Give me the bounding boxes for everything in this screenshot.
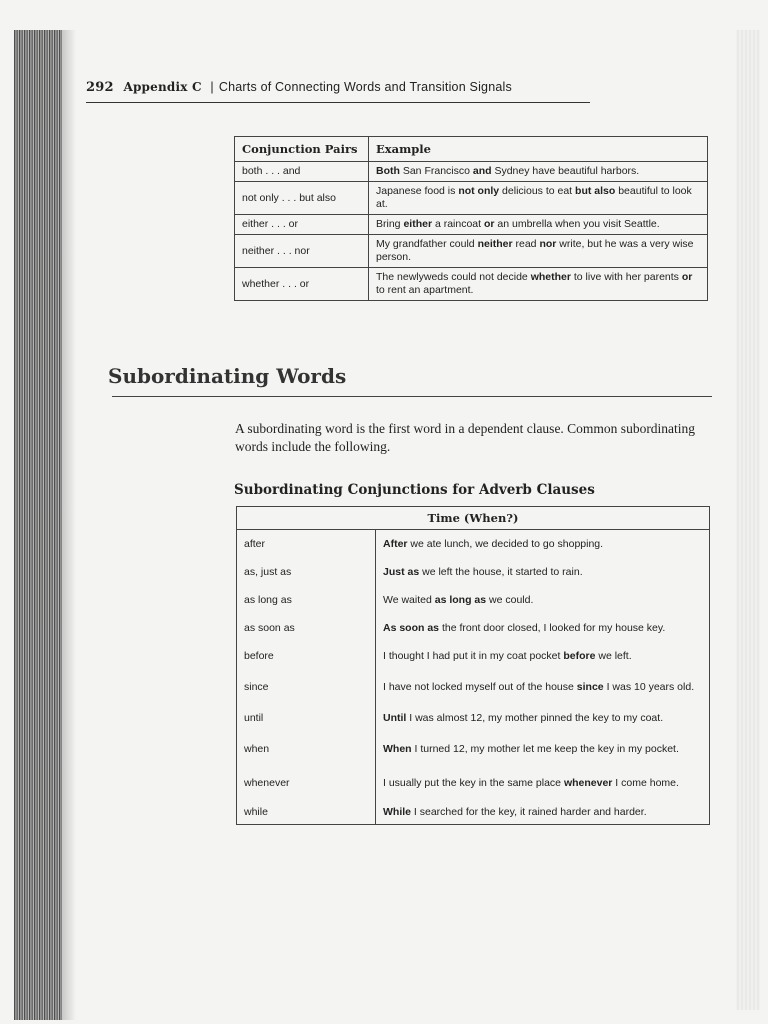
example-sentence [369,162,708,182]
example-bold-text: not only [458,185,500,197]
conjunction-pair: either . . . or [235,215,369,235]
example-sentence [376,704,710,732]
example-sentence [376,766,710,800]
example-text: I come home. [612,776,679,789]
example-bold-text: either [403,218,433,230]
example-text: The newlyweds could not decide [376,271,531,283]
example-sentence [376,670,710,704]
table-header-row [237,507,710,530]
subsection-title: Subordinating Conjunctions for Adverb Clauses [234,482,595,498]
example-text: I was almost 12, my mother pinned the key to my coat. [406,711,664,724]
subordinating-word: as, just as [237,558,376,586]
example-text: My grandfather could [376,238,478,250]
example-text: We waited [383,593,435,606]
example-text: I searched for the key, it rained harder and harder. [411,805,647,818]
example-bold-text: before [563,649,596,662]
subordinating-word: after [237,530,376,559]
table-row [237,766,710,800]
example-text: Sydney have beautiful harbors. [491,165,640,177]
header-separator: | [210,80,214,94]
appendix-label: Appendix C [123,80,202,94]
conjunction-pair: whether . . . or [235,268,369,301]
example-bold-text: While [383,805,411,818]
column-header: Example [369,137,708,162]
example-text: San Francisco [399,165,473,177]
example-bold-text: As soon as [383,621,440,634]
table-header-row [235,137,708,162]
section-rule [112,396,712,397]
example-text: I was 10 years old. [603,680,695,693]
example-text: I turned 12, my mother let me keep the key in my pocket. [411,742,679,755]
example-sentence [376,614,710,642]
example-sentence [376,586,710,614]
subordinating-word: since [237,670,376,704]
example-text: we left. [595,649,632,662]
example-text: I thought I had put it in my coat pocket [383,649,564,662]
conjunction-pair: both . . . and [235,162,369,182]
book-spine-shadow [14,30,62,1020]
table-row [237,732,710,766]
example-bold-text: After [383,537,408,550]
example-bold-text: whenever [563,776,613,789]
example-bold-text: as long as [434,593,487,606]
subordinating-word: before [237,642,376,670]
example-text: to live with her parents [570,271,682,283]
table-row [237,614,710,642]
example-bold-text: nor [539,238,557,250]
subordinating-word: when [237,732,376,766]
example-bold-text: Both [376,165,400,177]
example-text: we left the house, it started to rain. [419,565,583,578]
example-text: read [512,238,540,250]
example-text: delicious to eat [499,185,576,197]
table-body [235,162,708,301]
subordinating-word: until [237,704,376,732]
example-bold-text: and [472,165,492,177]
section-paragraph: A subordinating word is the first word in a dependent clause. Common subordinating words include the following. [235,421,696,454]
subordinating-word: as soon as [237,614,376,642]
example-text: I have not locked myself out of the house [383,680,577,693]
table-row [235,235,708,268]
running-header [86,80,590,103]
example-sentence [376,800,710,825]
example-bold-text: Until [383,711,407,724]
table-row [235,215,708,235]
page-number: 292 [86,80,114,95]
table-row [237,530,710,559]
example-text: I usually put the key in the same place [383,776,564,789]
example-sentence [376,732,710,766]
table-row [237,670,710,704]
example-bold-text: When [383,742,412,755]
example-text: to rent an apartment. [376,284,474,296]
example-text: an umbrella when you visit Seattle. [494,218,660,230]
example-text: we ate lunch, we decided to go shopping. [407,537,604,550]
table-row [237,642,710,670]
example-text: a raincoat [432,218,484,230]
example-sentence [376,642,710,670]
subordinating-word: while [237,800,376,825]
adverb-clause-table [236,506,710,825]
conjunction-pair: not only . . . but also [235,182,369,215]
example-text: Japanese food is [376,185,459,197]
example-bold-text: since [576,680,604,693]
subordinating-word: whenever [237,766,376,800]
example-sentence [376,530,710,559]
example-bold-text: neither [477,238,513,250]
example-bold-text: but also [575,185,616,197]
example-text: Bring [376,218,404,230]
example-bold-text: whether [530,271,571,283]
example-sentence [369,235,708,268]
example-text: write, but he was a very wise person. [376,238,694,263]
example-sentence [369,215,708,235]
table-row [235,162,708,182]
table-body [237,530,710,825]
example-bold-text: or [483,218,495,230]
example-bold-text: or [681,271,693,283]
example-bold-text: Just as [383,565,420,578]
table-row [237,558,710,586]
conjunction-pairs-table [234,136,708,301]
category-header: Time (When?) [237,507,710,530]
example-text: the front door closed, I looked for my house key. [439,621,666,634]
conjunction-pair: neither . . . nor [235,235,369,268]
gutter-shadow [62,30,76,1020]
example-sentence [369,268,708,301]
section-title: Subordinating Words [108,364,347,388]
example-text: we could. [486,593,534,606]
page-edge [736,30,760,1010]
table-row [237,704,710,732]
example-sentence [369,182,708,215]
table-row [237,586,710,614]
subordinating-word: as long as [237,586,376,614]
example-text: beautiful to look at. [376,185,692,210]
example-sentence [376,558,710,586]
column-header: Conjunction Pairs [235,137,369,162]
chapter-title: Charts of Connecting Words and Transition Signals [218,80,512,94]
table-row [235,268,708,301]
table-row [237,800,710,825]
table-row [235,182,708,215]
